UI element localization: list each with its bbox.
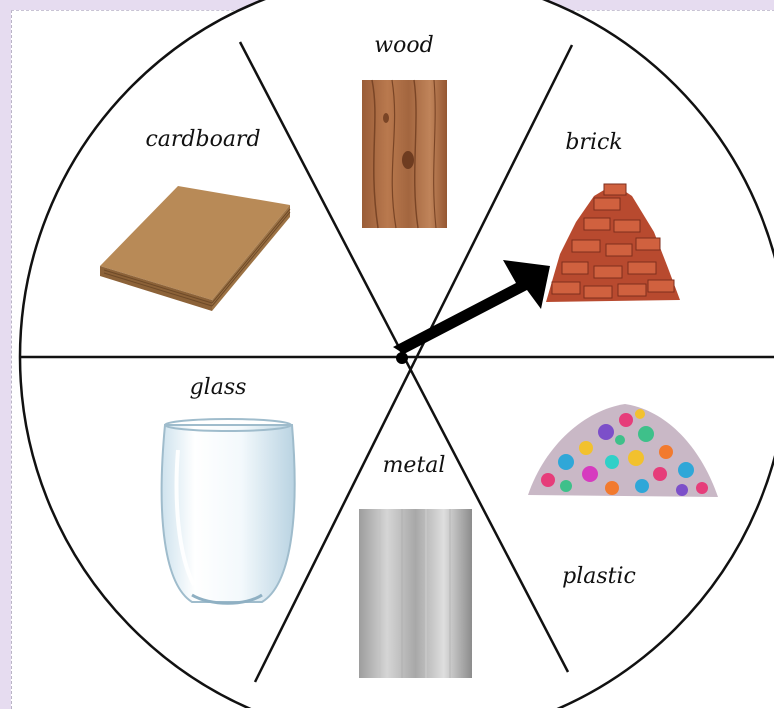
wood-plank-icon <box>362 80 447 228</box>
wheel-center-pin <box>396 352 408 364</box>
metal-label: metal <box>382 453 446 478</box>
drinking-glass-icon <box>162 419 295 603</box>
plastic-label: plastic <box>562 564 636 589</box>
brick-label: brick <box>565 130 623 155</box>
metal-sheet-icon <box>359 509 472 678</box>
wood-label: wood <box>374 33 434 58</box>
glass-label: glass <box>189 375 247 400</box>
cardboard-label: cardboard <box>145 127 261 152</box>
